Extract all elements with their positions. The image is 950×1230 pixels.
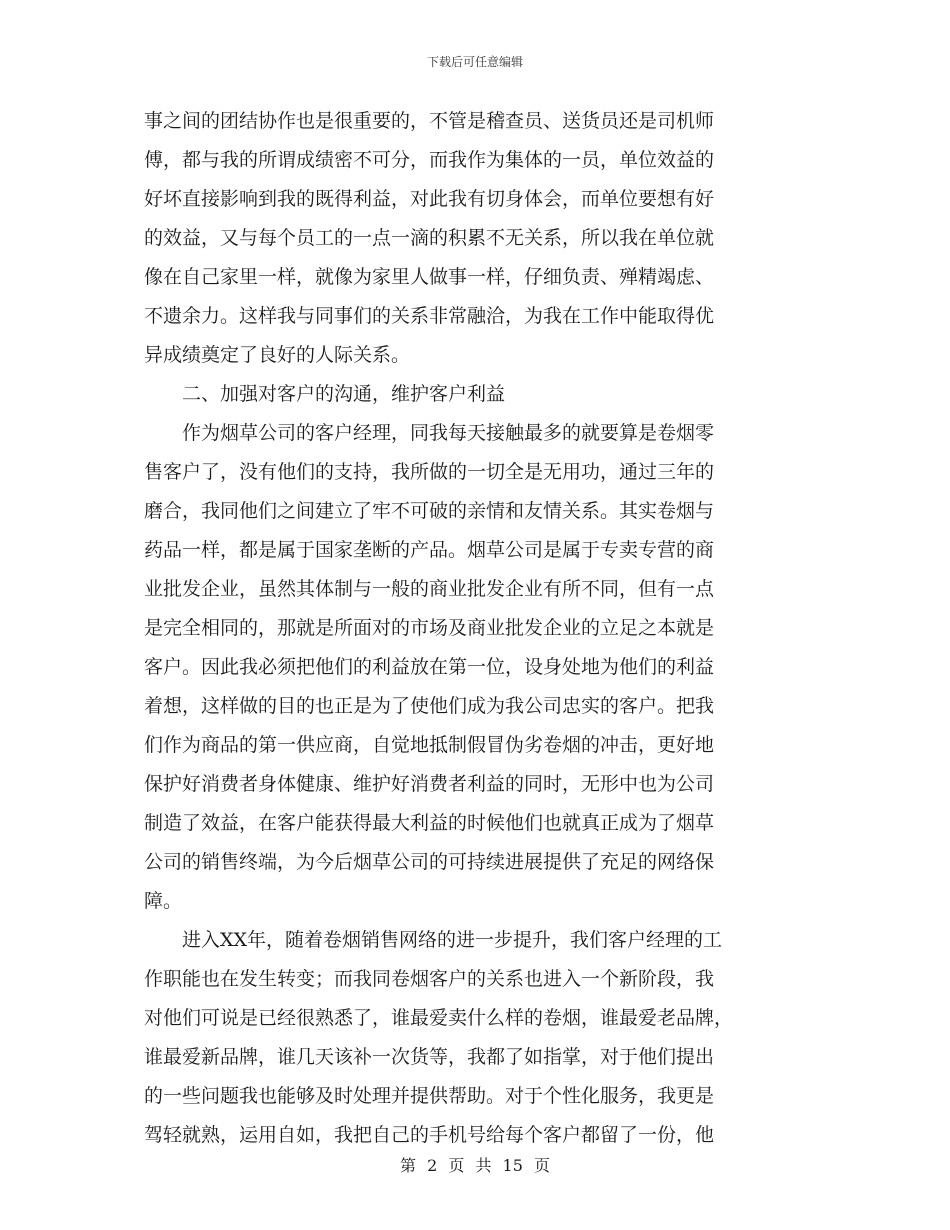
text-line: 谁最爱新品牌，谁几天该补一次货等，我都了如指掌，对于他们提出 (144, 1046, 715, 1068)
text-line: 作职能也在发生转变；而我同卷烟客户的关系也进入一个新阶段，我 (144, 968, 715, 990)
text-line: 业批发企业，虽然其体制与一般的商业批发企业有所不同，但有一点 (144, 578, 715, 600)
section-heading: 二、加强对客户的沟通，维护客户利益 (144, 383, 506, 405)
text-line: 们作为商品的第一供应商，自觉地抵制假冒伪劣卷烟的冲击，更好地 (144, 734, 715, 756)
text-line: 不遗余力。这样我与同事们的关系非常融洽，为我在工作中能取得优 (144, 305, 715, 327)
text-line: 傅，都与我的所谓成绩密不可分，而我作为集体的一员，单位效益的 (144, 149, 715, 171)
page-header: 下载后可任意编辑 (426, 55, 523, 69)
text-line: 对他们可说是已经很熟悉了，谁最爱卖什么样的卷烟，谁最爱老品牌， (144, 1007, 734, 1029)
text-line: 进入XX年，随着卷烟销售网络的进一步提升，我们客户经理的工 (144, 929, 723, 951)
text-line: 驾轻就熟，运用自如，我把自己的手机号给每个客户都留了一份，他 (144, 1124, 715, 1146)
text-line: 作为烟草公司的客户经理，同我每天接触最多的就要算是卷烟零 (144, 422, 715, 444)
text-line: 的效益，又与每个员工的一点一滴的积累不无关系，所以我在单位就 (144, 227, 715, 249)
text-line: 异成绩奠定了良好的人际关系。 (144, 344, 411, 366)
page-footer: 第 2 页 共 15 页 (400, 1156, 550, 1175)
text-line: 客户。因此我必须把他们的利益放在第一位，设身处地为他们的利益 (144, 656, 715, 678)
text-line: 制造了效益，在客户能获得最大利益的时候他们也就真正成为了烟草 (144, 812, 715, 834)
text-line: 保护好消费者身体健康、维护好消费者利益的同时，无形中也为公司 (144, 773, 715, 795)
text-line: 像在自己家里一样，就像为家里人做事一样，仔细负责、殚精竭虑、 (144, 266, 715, 288)
text-line: 药品一样，都是属于国家垄断的产品。烟草公司是属于专卖专营的商 (144, 539, 715, 561)
text-line: 障。 (144, 890, 183, 912)
body-text (144, 102, 797, 1155)
text-line: 事之间的团结协作也是很重要的，不管是稽查员、送货员还是司机师 (144, 110, 715, 132)
text-line: 的一些问题我也能够及时处理并提供帮助。对于个性化服务，我更是 (144, 1085, 715, 1107)
text-line: 公司的销售终端，为今后烟草公司的可持续进展提供了充足的网络保 (144, 851, 715, 873)
text-line: 售客户了，没有他们的支持，我所做的一切全是无用功，通过三年的 (144, 461, 715, 483)
text-line: 着想，这样做的目的也正是为了使他们成为我公司忠实的客户。把我 (144, 695, 715, 717)
text-line: 是完全相同的，那就是所面对的市场及商业批发企业的立足之本就是 (144, 617, 715, 639)
text-line: 磨合，我同他们之间建立了牢不可破的亲情和友情关系。其实卷烟与 (144, 500, 715, 522)
text-line: 好坏直接影响到我的既得利益，对此我有切身体会，而单位要想有好 (144, 188, 715, 210)
